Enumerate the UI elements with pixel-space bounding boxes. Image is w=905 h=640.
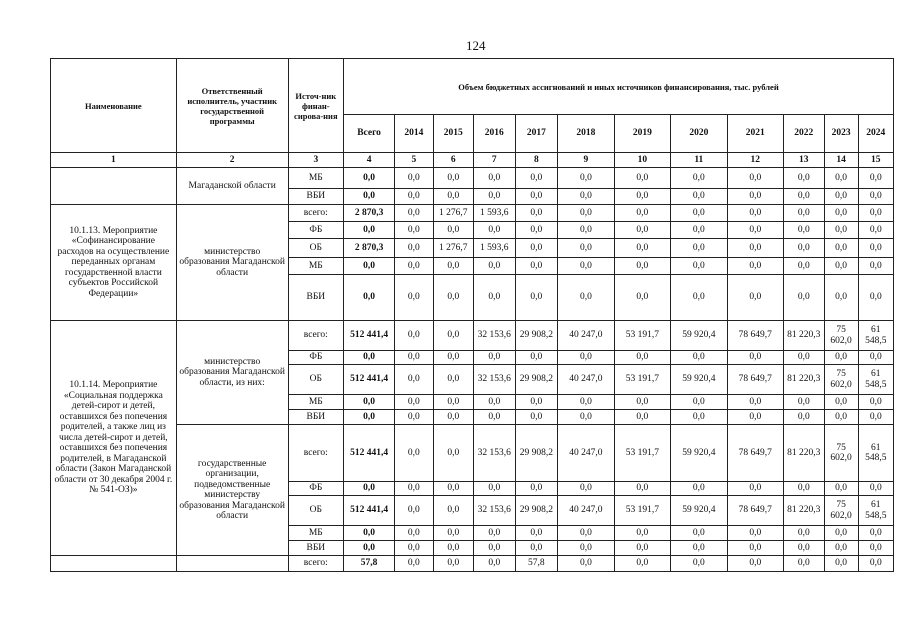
header-year: 2023	[824, 115, 858, 153]
header-year: 2015	[433, 115, 473, 153]
amount-cell: 1 593,6	[474, 239, 516, 258]
amount-cell: 0,0	[558, 168, 614, 189]
amount-cell: 0,0	[395, 321, 433, 351]
name-cell	[51, 556, 177, 572]
amount-cell: 0,0	[671, 189, 727, 205]
amount-cell: 0,0	[474, 189, 516, 205]
amount-cell: 0,0	[515, 351, 558, 365]
amount-cell: 32 153,6	[474, 496, 516, 526]
table-row	[51, 168, 894, 189]
funding-source-cell: всего:	[288, 556, 343, 572]
amount-cell: 0,0	[824, 410, 858, 425]
amount-cell: 0,0	[515, 189, 558, 205]
amount-cell: 75 602,0	[824, 321, 858, 351]
amount-cell: 0,0	[395, 556, 433, 572]
amount-cell: 0,0	[824, 168, 858, 189]
amount-cell: 0,0	[614, 556, 670, 572]
amount-cell: 0,0	[344, 275, 395, 321]
header-year: 2019	[614, 115, 670, 153]
amount-cell: 0,0	[344, 410, 395, 425]
amount-cell: 0,0	[824, 258, 858, 275]
amount-cell: 40 247,0	[558, 425, 614, 482]
amount-cell: 0,0	[614, 258, 670, 275]
amount-cell: 0,0	[433, 482, 473, 496]
funding-source-cell: МБ	[288, 526, 343, 541]
amount-cell: 53 191,7	[614, 321, 670, 351]
amount-cell: 75 602,0	[824, 496, 858, 526]
amount-cell: 0,0	[784, 351, 824, 365]
amount-cell: 0,0	[614, 395, 670, 410]
amount-cell: 0,0	[858, 205, 893, 222]
amount-cell: 0,0	[558, 395, 614, 410]
amount-cell: 0,0	[614, 205, 670, 222]
amount-cell: 59 920,4	[671, 425, 727, 482]
amount-cell: 57,8	[515, 556, 558, 572]
executor-cell: министерство образования Магаданской области, из них:	[176, 321, 288, 425]
amount-cell: 0,0	[344, 351, 395, 365]
amount-cell: 0,0	[784, 556, 824, 572]
amount-cell: 0,0	[344, 395, 395, 410]
table-row	[51, 321, 894, 351]
amount-cell: 0,0	[395, 351, 433, 365]
funding-source-cell: всего:	[288, 425, 343, 482]
amount-cell: 0,0	[858, 541, 893, 556]
amount-cell: 0,0	[671, 526, 727, 541]
amount-cell: 0,0	[614, 482, 670, 496]
amount-cell: 0,0	[824, 205, 858, 222]
amount-cell: 0,0	[433, 425, 473, 482]
header-year: 2018	[558, 115, 614, 153]
funding-source-cell: ФБ	[288, 482, 343, 496]
amount-cell: 0,0	[727, 222, 783, 239]
amount-cell: 53 191,7	[614, 496, 670, 526]
amount-cell: 0,0	[558, 541, 614, 556]
amount-cell: 0,0	[395, 258, 433, 275]
amount-cell: 0,0	[395, 410, 433, 425]
amount-cell: 0,0	[671, 258, 727, 275]
amount-cell: 61 548,5	[858, 425, 893, 482]
amount-cell: 0,0	[784, 189, 824, 205]
header-year: 2016	[474, 115, 516, 153]
column-number: 1	[51, 153, 177, 168]
amount-cell: 0,0	[671, 275, 727, 321]
amount-cell: 0,0	[433, 351, 473, 365]
amount-cell: 0,0	[727, 168, 783, 189]
column-number: 11	[671, 153, 727, 168]
column-number: 5	[395, 153, 433, 168]
amount-cell: 0,0	[614, 526, 670, 541]
amount-cell: 75 602,0	[824, 365, 858, 395]
amount-cell: 0,0	[515, 395, 558, 410]
header-year: 2024	[858, 115, 893, 153]
amount-cell: 40 247,0	[558, 365, 614, 395]
funding-source-cell: ВБИ	[288, 541, 343, 556]
column-number: 4	[344, 153, 395, 168]
amount-cell: 1 276,7	[433, 239, 473, 258]
amount-cell: 0,0	[474, 258, 516, 275]
amount-cell: 0,0	[858, 395, 893, 410]
amount-cell: 29 908,2	[515, 321, 558, 351]
executor-cell: государственные организации, подведомственные министерству образования Магаданской области	[176, 425, 288, 556]
amount-cell: 0,0	[858, 410, 893, 425]
amount-cell: 0,0	[515, 410, 558, 425]
amount-cell: 0,0	[474, 351, 516, 365]
table-row	[51, 205, 894, 222]
funding-source-cell: всего:	[288, 321, 343, 351]
amount-cell: 0,0	[433, 321, 473, 351]
amount-cell: 0,0	[433, 258, 473, 275]
amount-cell: 0,0	[474, 168, 516, 189]
amount-cell: 0,0	[558, 222, 614, 239]
amount-cell: 0,0	[784, 205, 824, 222]
amount-cell: 0,0	[784, 410, 824, 425]
amount-cell: 0,0	[395, 222, 433, 239]
amount-cell: 81 220,3	[784, 365, 824, 395]
amount-cell: 0,0	[784, 239, 824, 258]
column-number: 10	[614, 153, 670, 168]
amount-cell: 0,0	[727, 541, 783, 556]
amount-cell: 57,8	[344, 556, 395, 572]
amount-cell: 0,0	[558, 526, 614, 541]
table-row	[51, 556, 894, 572]
amount-cell: 32 153,6	[474, 321, 516, 351]
amount-cell: 0,0	[433, 541, 473, 556]
amount-cell: 0,0	[344, 526, 395, 541]
amount-cell: 0,0	[671, 239, 727, 258]
amount-cell: 0,0	[614, 410, 670, 425]
amount-cell: 0,0	[558, 189, 614, 205]
executor-cell	[176, 556, 288, 572]
amount-cell: 53 191,7	[614, 365, 670, 395]
amount-cell: 0,0	[558, 275, 614, 321]
amount-cell: 59 920,4	[671, 321, 727, 351]
amount-cell: 0,0	[727, 351, 783, 365]
amount-cell: 0,0	[558, 351, 614, 365]
amount-cell: 0,0	[515, 239, 558, 258]
amount-cell: 0,0	[824, 556, 858, 572]
amount-cell: 0,0	[558, 410, 614, 425]
column-number: 12	[727, 153, 783, 168]
header-year: 2014	[395, 115, 433, 153]
amount-cell: 0,0	[395, 425, 433, 482]
header-year: 2021	[727, 115, 783, 153]
amount-cell: 0,0	[558, 258, 614, 275]
amount-cell: 0,0	[515, 482, 558, 496]
amount-cell: 0,0	[515, 541, 558, 556]
amount-cell: 0,0	[395, 189, 433, 205]
header-source: Источ-ник финан-сирова-ния	[288, 59, 343, 153]
column-number: 13	[784, 153, 824, 168]
amount-cell: 0,0	[614, 239, 670, 258]
header-total: Всего	[344, 115, 395, 153]
amount-cell: 0,0	[727, 205, 783, 222]
column-number: 6	[433, 153, 473, 168]
amount-cell: 512 441,4	[344, 425, 395, 482]
amount-cell: 0,0	[858, 168, 893, 189]
amount-cell: 0,0	[784, 275, 824, 321]
amount-cell: 0,0	[474, 275, 516, 321]
amount-cell: 0,0	[784, 526, 824, 541]
header-executor: Ответственный исполнитель, участник государственной программы	[176, 59, 288, 153]
amount-cell: 0,0	[784, 258, 824, 275]
amount-cell: 0,0	[558, 482, 614, 496]
column-number: 7	[474, 153, 516, 168]
amount-cell: 0,0	[671, 168, 727, 189]
amount-cell: 0,0	[515, 526, 558, 541]
amount-cell: 75 602,0	[824, 425, 858, 482]
amount-cell: 78 649,7	[727, 425, 783, 482]
amount-cell: 0,0	[515, 168, 558, 189]
funding-source-cell: ФБ	[288, 351, 343, 365]
amount-cell: 78 649,7	[727, 496, 783, 526]
funding-source-cell: ОБ	[288, 496, 343, 526]
amount-cell: 0,0	[727, 239, 783, 258]
amount-cell: 0,0	[558, 239, 614, 258]
amount-cell: 0,0	[433, 365, 473, 395]
amount-cell: 0,0	[515, 205, 558, 222]
amount-cell: 0,0	[784, 395, 824, 410]
amount-cell: 0,0	[395, 205, 433, 222]
header-volume: Объем бюджетных ассигнований и иных источников финансирования, тыс. рублей	[344, 59, 894, 115]
funding-source-cell: ВБИ	[288, 410, 343, 425]
amount-cell: 0,0	[474, 395, 516, 410]
amount-cell: 0,0	[614, 275, 670, 321]
column-number: 3	[288, 153, 343, 168]
executor-cell: Магаданской области	[176, 168, 288, 205]
amount-cell: 0,0	[433, 395, 473, 410]
header-year: 2022	[784, 115, 824, 153]
budget-table	[50, 58, 894, 572]
amount-cell: 0,0	[858, 189, 893, 205]
amount-cell: 0,0	[671, 205, 727, 222]
amount-cell: 512 441,4	[344, 365, 395, 395]
amount-cell: 0,0	[858, 556, 893, 572]
amount-cell: 0,0	[858, 351, 893, 365]
header-year: 2020	[671, 115, 727, 153]
amount-cell: 1 593,6	[474, 205, 516, 222]
amount-cell: 78 649,7	[727, 321, 783, 351]
amount-cell: 0,0	[671, 410, 727, 425]
amount-cell: 0,0	[824, 239, 858, 258]
amount-cell: 0,0	[558, 556, 614, 572]
amount-cell: 0,0	[474, 556, 516, 572]
amount-cell: 0,0	[671, 482, 727, 496]
amount-cell: 0,0	[858, 222, 893, 239]
funding-source-cell: ОБ	[288, 239, 343, 258]
amount-cell: 0,0	[824, 351, 858, 365]
amount-cell: 0,0	[395, 541, 433, 556]
amount-cell: 0,0	[858, 275, 893, 321]
amount-cell: 0,0	[671, 351, 727, 365]
column-number: 15	[858, 153, 893, 168]
amount-cell: 0,0	[474, 410, 516, 425]
executor-cell: министерство образования Магаданской области	[176, 205, 288, 321]
table-row	[51, 425, 894, 482]
amount-cell: 81 220,3	[784, 496, 824, 526]
amount-cell: 0,0	[824, 541, 858, 556]
amount-cell: 59 920,4	[671, 365, 727, 395]
funding-source-cell: МБ	[288, 258, 343, 275]
amount-cell: 0,0	[858, 526, 893, 541]
amount-cell: 0,0	[515, 222, 558, 239]
amount-cell: 0,0	[824, 526, 858, 541]
header-year: 2017	[515, 115, 558, 153]
amount-cell: 0,0	[433, 526, 473, 541]
amount-cell: 0,0	[395, 395, 433, 410]
amount-cell: 0,0	[671, 395, 727, 410]
amount-cell: 0,0	[824, 275, 858, 321]
amount-cell: 0,0	[671, 222, 727, 239]
funding-source-cell: ОБ	[288, 365, 343, 395]
funding-source-cell: ВБИ	[288, 189, 343, 205]
amount-cell: 0,0	[474, 482, 516, 496]
amount-cell: 0,0	[727, 395, 783, 410]
amount-cell: 0,0	[858, 258, 893, 275]
amount-cell: 0,0	[671, 556, 727, 572]
amount-cell: 0,0	[784, 541, 824, 556]
amount-cell: 0,0	[395, 526, 433, 541]
amount-cell: 0,0	[727, 410, 783, 425]
column-number-row	[51, 153, 894, 168]
amount-cell: 61 548,5	[858, 321, 893, 351]
amount-cell: 0,0	[824, 222, 858, 239]
amount-cell: 0,0	[433, 189, 473, 205]
amount-cell: 0,0	[433, 556, 473, 572]
amount-cell: 0,0	[727, 556, 783, 572]
amount-cell: 0,0	[558, 205, 614, 222]
amount-cell: 29 908,2	[515, 365, 558, 395]
amount-cell: 0,0	[344, 482, 395, 496]
amount-cell: 0,0	[727, 526, 783, 541]
amount-cell: 40 247,0	[558, 321, 614, 351]
amount-cell: 0,0	[344, 168, 395, 189]
amount-cell: 0,0	[474, 526, 516, 541]
amount-cell: 59 920,4	[671, 496, 727, 526]
amount-cell: 61 548,5	[858, 365, 893, 395]
amount-cell: 0,0	[433, 168, 473, 189]
amount-cell: 0,0	[824, 482, 858, 496]
amount-cell: 512 441,4	[344, 496, 395, 526]
amount-cell: 512 441,4	[344, 321, 395, 351]
amount-cell: 0,0	[433, 275, 473, 321]
amount-cell: 0,0	[727, 275, 783, 321]
amount-cell: 0,0	[858, 239, 893, 258]
funding-source-cell: всего:	[288, 205, 343, 222]
amount-cell: 0,0	[614, 168, 670, 189]
amount-cell: 0,0	[727, 258, 783, 275]
amount-cell: 0,0	[433, 410, 473, 425]
amount-cell: 0,0	[515, 258, 558, 275]
amount-cell: 0,0	[395, 168, 433, 189]
amount-cell: 0,0	[784, 168, 824, 189]
amount-cell: 0,0	[344, 222, 395, 239]
amount-cell: 0,0	[614, 351, 670, 365]
amount-cell: 0,0	[824, 189, 858, 205]
amount-cell: 29 908,2	[515, 496, 558, 526]
amount-cell: 81 220,3	[784, 425, 824, 482]
amount-cell: 0,0	[395, 496, 433, 526]
amount-cell: 32 153,6	[474, 425, 516, 482]
amount-cell: 2 870,3	[344, 205, 395, 222]
amount-cell: 29 908,2	[515, 425, 558, 482]
amount-cell: 0,0	[614, 189, 670, 205]
amount-cell: 0,0	[395, 275, 433, 321]
funding-source-cell: МБ	[288, 395, 343, 410]
amount-cell: 2 870,3	[344, 239, 395, 258]
amount-cell: 0,0	[474, 222, 516, 239]
amount-cell: 0,0	[858, 482, 893, 496]
amount-cell: 0,0	[344, 189, 395, 205]
amount-cell: 0,0	[395, 482, 433, 496]
column-number: 2	[176, 153, 288, 168]
amount-cell: 0,0	[784, 482, 824, 496]
amount-cell: 0,0	[474, 541, 516, 556]
funding-source-cell: МБ	[288, 168, 343, 189]
amount-cell: 78 649,7	[727, 365, 783, 395]
measure-name-cell: 10.1.13. Мероприятие «Софинансирование расходов на осуществление переданных органам государственной власти субъектов Российской Федерации»	[51, 205, 177, 321]
amount-cell: 0,0	[433, 496, 473, 526]
amount-cell: 0,0	[727, 189, 783, 205]
funding-source-cell: ФБ	[288, 222, 343, 239]
amount-cell: 0,0	[824, 395, 858, 410]
amount-cell: 0,0	[515, 275, 558, 321]
name-cell	[51, 168, 177, 205]
amount-cell: 0,0	[344, 258, 395, 275]
column-number: 8	[515, 153, 558, 168]
measure-name-cell: 10.1.14. Мероприятие «Социальная поддержка детей-сирот и детей, оставшихся без попечения родителей, а также лиц из числа детей-сирот и детей, оставшихся без попечения родителей, в Магаданской области (Закон Магаданской области от 30 декабря 2004 г. № 541-ОЗ)»	[51, 321, 177, 556]
amount-cell: 1 276,7	[433, 205, 473, 222]
amount-cell: 0,0	[395, 365, 433, 395]
amount-cell: 53 191,7	[614, 425, 670, 482]
amount-cell: 0,0	[727, 482, 783, 496]
amount-cell: 0,0	[433, 222, 473, 239]
amount-cell: 0,0	[784, 222, 824, 239]
amount-cell: 0,0	[614, 541, 670, 556]
amount-cell: 40 247,0	[558, 496, 614, 526]
amount-cell: 32 153,6	[474, 365, 516, 395]
column-number: 9	[558, 153, 614, 168]
funding-source-cell: ВБИ	[288, 275, 343, 321]
column-number: 14	[824, 153, 858, 168]
header-name: Наименование	[51, 59, 177, 153]
amount-cell: 0,0	[614, 222, 670, 239]
amount-cell: 61 548,5	[858, 496, 893, 526]
amount-cell: 0,0	[395, 239, 433, 258]
amount-cell: 81 220,3	[784, 321, 824, 351]
amount-cell: 0,0	[671, 541, 727, 556]
page-number: 124	[466, 38, 486, 53]
amount-cell: 0,0	[344, 541, 395, 556]
